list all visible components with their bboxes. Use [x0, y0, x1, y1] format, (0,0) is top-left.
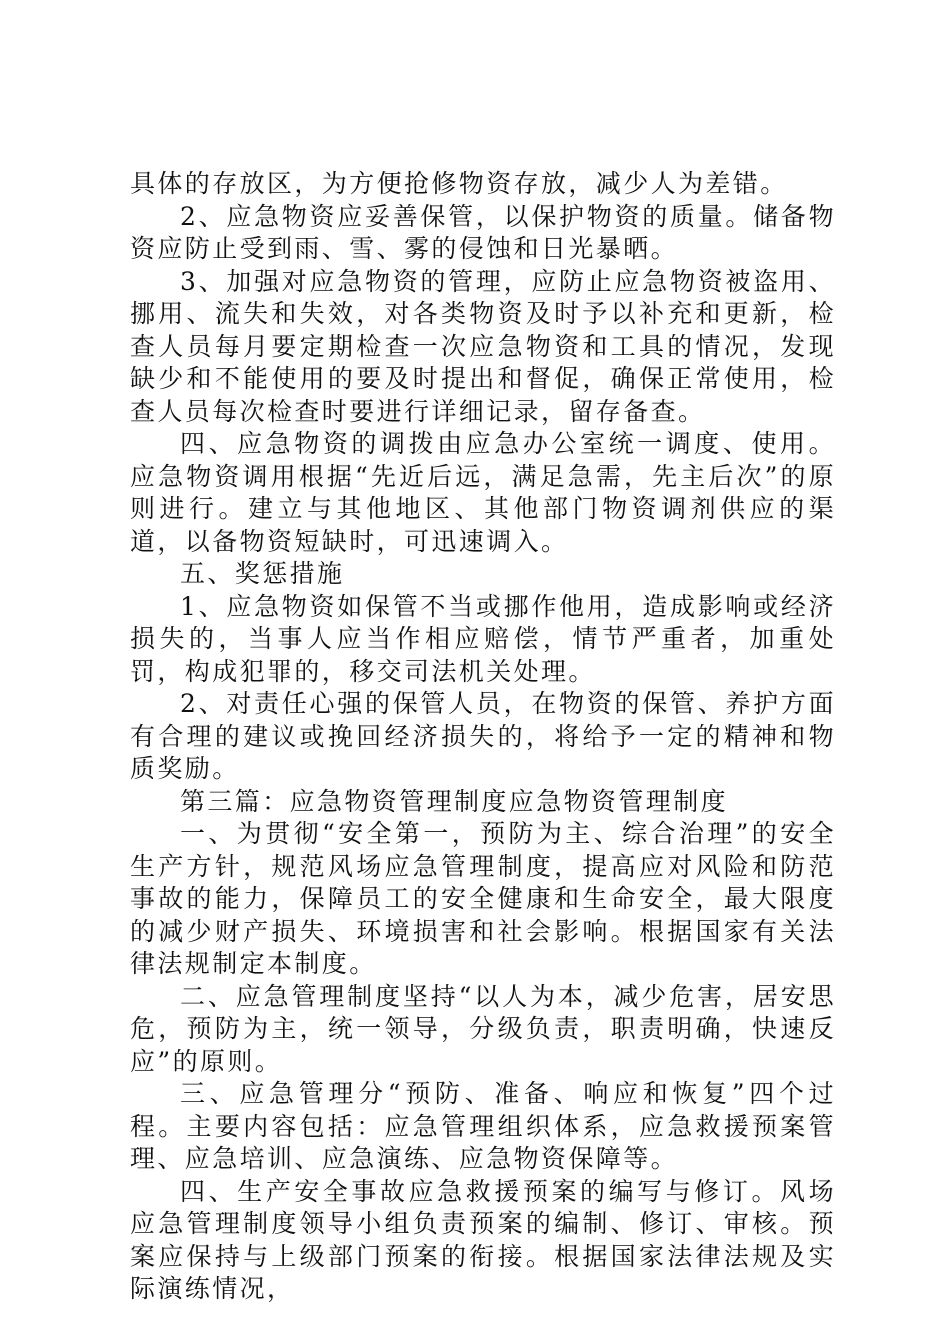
paragraph: 3、加强对应急物资的管理，应防止应急物资被盗用、挪用、流失和失效，对各类物资及时予以补充和更新，检查人员每月要定期检查一次应急物资和工具的情况，发现缺少和不能使用的要及时提出和督促，确保正常使用，检查人员每次检查时要进行详细记录，留存备查。 [130, 266, 836, 426]
paragraph: 三、应急管理分“预防、准备、响应和恢复”四个过程。主要内容包括：应急管理组织体系，应急救援预案管理、应急培训、应急演练、应急物资保障等。 [130, 1079, 836, 1173]
paragraph: 四、生产安全事故应急救援预案的编写与修订。风场应急管理制度领导小组负责预案的编制、修订、审核。预案应保持与上级部门预案的衔接。根据国家法律法规及实际演练情况， [130, 1176, 836, 1303]
section-heading: 五、奖惩措施 [180, 559, 345, 588]
paragraph: 一、为贯彻“安全第一，预防为主、综合治理”的安全生产方针，规范风场应急管理制度，提高应对风险和防范事故的能力，保障员工的安全健康和生命安全，最大限度的减少财产损失、环境损害和社会影响。根据国家有关法律法规制定本制度。 [130, 819, 836, 978]
paragraph: 具体的存放区，为方便抢修物资存放，减少人为差错。 [130, 169, 788, 198]
document-body [130, 168, 836, 1306]
paragraph: 1、应急物资如保管不当或挪作他用，造成影响或经济损失的，当事人应当作相应赔偿，情节严重者，加重处罚，构成犯罪的，移交司法机关处理。 [130, 591, 836, 686]
paragraph: 四、应急物资的调拨由应急办公室统一调度、使用。应急物资调用根据“先近后远，满足急需，先主后次”的原则进行。建立与其他地区、其他部门物资调剂供应的渠道，以备物资短缺时，可迅速调入。 [130, 429, 836, 556]
paragraph: 2、对责任心强的保管人员，在物资的保管、养护方面有合理的建议或挽回经济损失的，将给予一定的精神和物质奖励。 [130, 689, 836, 783]
paragraph: 二、应急管理制度坚持“以人为本，减少危害，居安思危，预防为主，统一领导，分级负责，职责明确，快速反应”的原则。 [130, 981, 836, 1076]
paragraph: 2、应急物资应妥善保管，以保护物资的质量。储备物资应防止受到雨、雪、雾的侵蚀和日光暴晒。 [130, 201, 836, 263]
chapter-heading: 第三篇：应急物资管理制度应急物资管理制度 [180, 786, 729, 816]
